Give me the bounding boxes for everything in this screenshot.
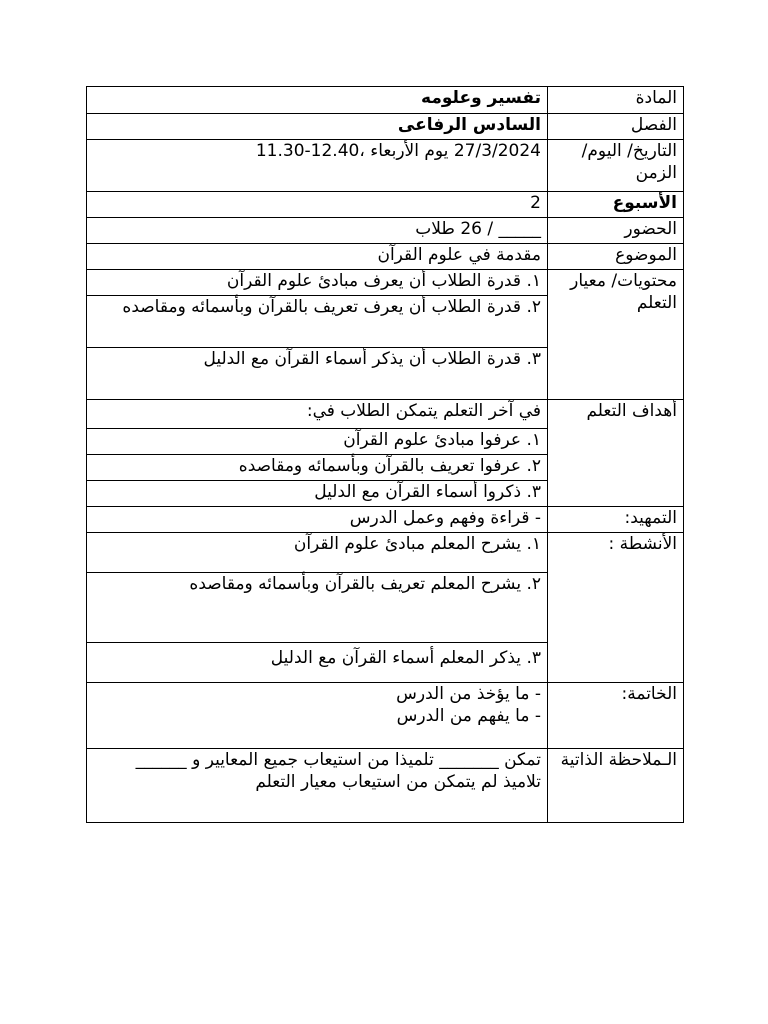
week-value: 2 — [87, 192, 548, 218]
activities-row-1 — [87, 533, 684, 573]
closing-row — [87, 683, 684, 749]
intro-label: التمهيد: — [548, 507, 684, 533]
objectives-intro: في آخر التعلم يتمكن الطلاب في: — [87, 400, 548, 429]
objectives-item-3: ٣. ذكروا أسماء القرآن مع الدليل — [87, 481, 548, 507]
subject-value: تفسير وعلومه — [87, 87, 548, 114]
closing-label: الخاتمة: — [548, 683, 684, 749]
topic-row — [87, 244, 684, 270]
notes-row — [87, 749, 684, 823]
subject-label: المادة — [548, 87, 684, 114]
week-label: الأسبوع — [548, 192, 684, 218]
intro-value: - قراءة وفهم وعمل الدرس — [87, 507, 548, 533]
activities-item-3: ٣. يذكر المعلم أسماء القرآن مع الدليل — [87, 643, 548, 683]
notes-value: تمكن _______ تلميذا من استيعاب جميع المعايير و ______ تلاميذ لم يتمكن من استيعاب معيار التعلم — [87, 749, 548, 823]
attendance-row — [87, 218, 684, 244]
objectives-item-1: ١. عرفوا مبادئ علوم القرآن — [87, 429, 548, 455]
contents-label: محتويات/ معيار التعلم — [548, 270, 684, 400]
date-label: التاريخ/ اليوم/ الزمن — [548, 140, 684, 192]
contents-item-1: ١. قدرة الطلاب أن يعرف مبادئ علوم القرآن — [87, 270, 548, 296]
class-label: الفصل — [548, 114, 684, 140]
topic-label: الموضوع — [548, 244, 684, 270]
closing-value — [87, 683, 548, 749]
objectives-label: أهداف التعلم — [548, 400, 684, 507]
contents-item-2: ٢. قدرة الطلاب أن يعرف تعريف بالقرآن وبأسمائه ومقاصده — [87, 296, 548, 348]
class-row — [87, 114, 684, 140]
date-value: 27/3/2024 يوم الأربعاء ،12.40-11.30 — [87, 140, 548, 192]
activities-item-1: ١. يشرح المعلم مبادئ علوم القرآن — [87, 533, 548, 573]
activities-item-2: ٢. يشرح المعلم تعريف بالقرآن وبأسمائه ومقاصده — [87, 573, 548, 643]
attendance-label: الحضور — [548, 218, 684, 244]
lesson-plan-table — [86, 86, 684, 823]
closing-line-2: - ما يفهم من الدرس — [396, 706, 541, 726]
date-row — [87, 140, 684, 192]
objectives-row-intro — [87, 400, 684, 429]
attendance-value: _____ / 26 طلاب — [87, 218, 548, 244]
intro-row — [87, 507, 684, 533]
activities-label: الأنشطة : — [548, 533, 684, 683]
subject-row — [87, 87, 684, 114]
topic-value: مقدمة في علوم القرآن — [87, 244, 548, 270]
notes-label: الـملاحظة الذاتية — [548, 749, 684, 823]
contents-row-1 — [87, 270, 684, 296]
contents-item-3: ٣. قدرة الطلاب أن يذكر أسماء القرآن مع الدليل — [87, 348, 548, 400]
week-row — [87, 192, 684, 218]
class-value: السادس الرفاعى — [87, 114, 548, 140]
objectives-item-2: ٢. عرفوا تعريف بالقرآن وبأسمائه ومقاصده — [87, 455, 548, 481]
closing-line-1: - ما يؤخذ من الدرس — [396, 684, 541, 704]
